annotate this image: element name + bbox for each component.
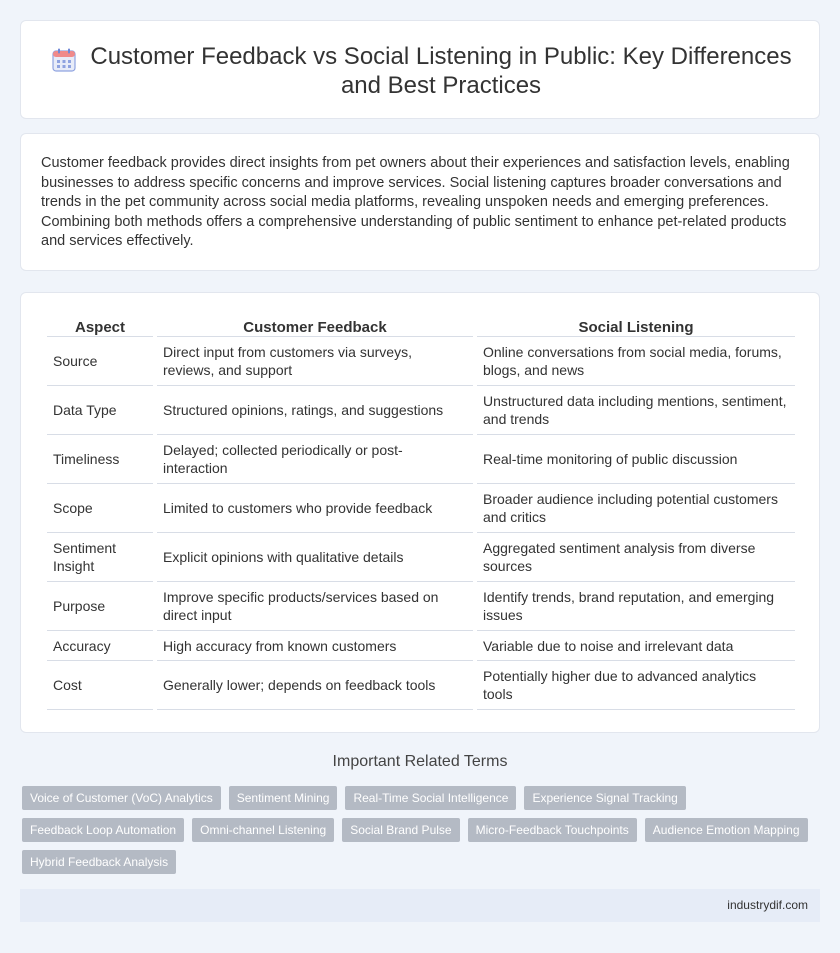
row-social-listening: Identify trends, brand reputation, and emerging issues <box>477 582 795 631</box>
row-social-listening: Unstructured data including mentions, sentiment, and trends <box>477 386 795 435</box>
footer <box>20 889 820 922</box>
related-term-tag[interactable]: Sentiment Mining <box>229 786 338 810</box>
row-customer-feedback: Generally lower; depends on feedback tools <box>157 661 473 710</box>
table-row <box>47 435 795 484</box>
related-term-tag[interactable]: Social Brand Pulse <box>342 818 459 842</box>
footer-site-link[interactable]: industrydif.com <box>727 898 808 912</box>
related-terms-list <box>22 786 822 874</box>
table-row <box>47 582 795 631</box>
comparison-card <box>20 292 820 733</box>
row-customer-feedback: Structured opinions, ratings, and suggestions <box>157 386 473 435</box>
row-customer-feedback: High accuracy from known customers <box>157 631 473 661</box>
title-card <box>20 20 820 119</box>
table-row <box>47 337 795 386</box>
related-term-tag[interactable]: Real-Time Social Intelligence <box>345 786 516 810</box>
header-aspect: Aspect <box>47 315 153 337</box>
row-aspect: Accuracy <box>47 631 153 661</box>
row-customer-feedback: Improve specific products/services based on direct input <box>157 582 473 631</box>
table-header-row <box>47 315 795 337</box>
table-row <box>47 661 795 710</box>
row-aspect: Cost <box>47 661 153 710</box>
row-social-listening: Broader audience including potential customers and critics <box>477 484 795 533</box>
summary-card <box>20 133 820 271</box>
row-aspect: Timeliness <box>47 435 153 484</box>
related-term-tag[interactable]: Audience Emotion Mapping <box>645 818 808 842</box>
table-row <box>47 386 795 435</box>
related-terms-title: Important Related Terms <box>332 753 508 770</box>
related-term-tag[interactable]: Feedback Loop Automation <box>22 818 184 842</box>
related-term-tag[interactable]: Voice of Customer (VoC) Analytics <box>22 786 221 810</box>
row-customer-feedback: Direct input from customers via surveys, reviews, and support <box>157 337 473 386</box>
row-social-listening: Aggregated sentiment analysis from diverse sources <box>477 533 795 582</box>
row-social-listening: Real-time monitoring of public discussion <box>477 435 795 484</box>
row-social-listening: Variable due to noise and irrelevant data <box>477 631 795 661</box>
row-customer-feedback: Explicit opinions with qualitative details <box>157 533 473 582</box>
related-term-tag[interactable]: Micro-Feedback Touchpoints <box>468 818 637 842</box>
row-aspect: Sentiment Insight <box>47 533 153 582</box>
row-customer-feedback: Limited to customers who provide feedback <box>157 484 473 533</box>
row-aspect: Data Type <box>47 386 153 435</box>
table-row <box>47 631 795 661</box>
row-social-listening: Potentially higher due to advanced analytics tools <box>477 661 795 710</box>
related-term-tag[interactable]: Hybrid Feedback Analysis <box>22 850 176 874</box>
related-term-tag[interactable]: Experience Signal Tracking <box>524 786 685 810</box>
row-aspect: Purpose <box>47 582 153 631</box>
row-aspect: Source <box>47 337 153 386</box>
related-term-tag[interactable]: Omni-channel Listening <box>192 818 334 842</box>
comparison-table <box>43 315 799 710</box>
page-title: Customer Feedback vs Social Listening in Public: Key Differences and Best Practices <box>90 42 792 99</box>
header-social-listening: Social Listening <box>477 315 795 337</box>
header-customer-feedback: Customer Feedback <box>157 315 473 337</box>
row-social-listening: Online conversations from social media, forums, blogs, and news <box>477 337 795 386</box>
row-customer-feedback: Delayed; collected periodically or post-interaction <box>157 435 473 484</box>
table-row <box>47 533 795 582</box>
summary-text: Customer feedback provides direct insights from pet owners about their experiences and satisfaction levels, enabling businesses to address specific concerns and improve services. Social listening captures broader conversations and trends in the pet community across social media platforms, revealing unspoken needs and emerging preferences. Combining both methods offers a comprehensive understanding of public sentiment to enhance pet-related products and services effectively. <box>41 155 790 249</box>
table-row <box>47 484 795 533</box>
row-aspect: Scope <box>47 484 153 533</box>
